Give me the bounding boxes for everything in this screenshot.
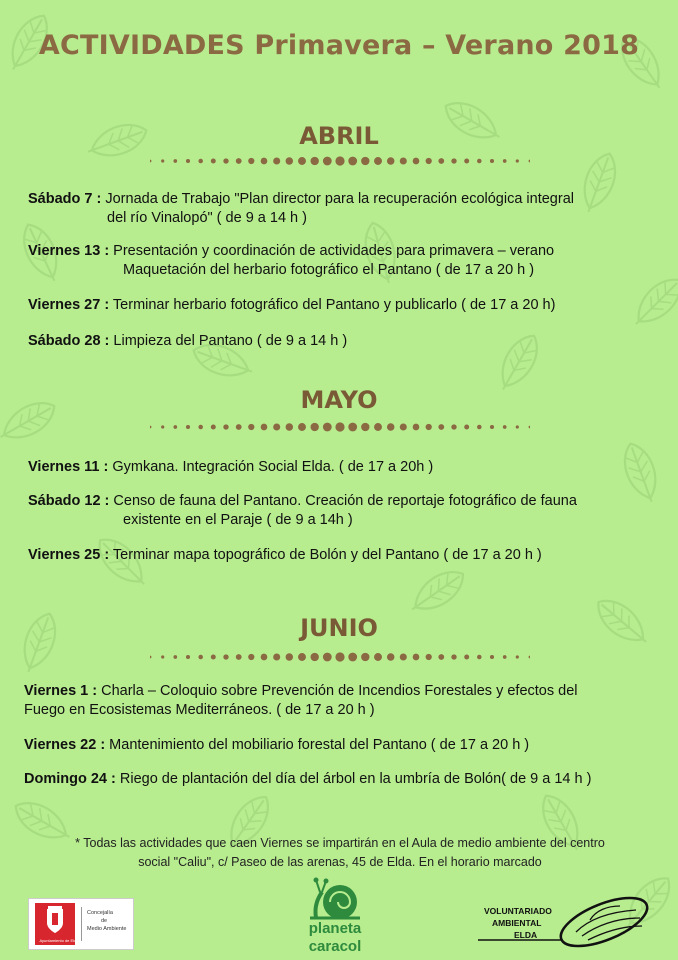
divider-dot bbox=[236, 424, 242, 430]
activity-text: Terminar herbario fotográfico del Pantano y publicarlo ( de 17 a 20 h) bbox=[109, 297, 556, 313]
divider-dot bbox=[261, 158, 268, 165]
divider-dot bbox=[374, 157, 382, 165]
page-title: ACTIVIDADES Primavera – Verano 2018 bbox=[38, 30, 640, 61]
caracol-text: caracol bbox=[308, 938, 362, 955]
divider-dot bbox=[516, 159, 519, 162]
divider-dot bbox=[361, 423, 369, 431]
planeta-caracol-logo bbox=[290, 876, 380, 960]
divider-dot bbox=[413, 158, 420, 165]
coat-of-arms-icon bbox=[35, 903, 79, 945]
voluntariado-logo bbox=[478, 896, 658, 952]
month-title-junio: JUNIO bbox=[300, 614, 378, 642]
divider-dot bbox=[516, 655, 519, 658]
activity-entry bbox=[28, 458, 668, 477]
activity-entry bbox=[28, 546, 668, 565]
activity-text: Gymkana. Integración Social Elda. ( de 17 a 20h ) bbox=[108, 459, 434, 475]
divider-dot bbox=[477, 425, 482, 430]
elda-text: ELDA bbox=[514, 930, 538, 940]
divider-dot bbox=[150, 160, 151, 163]
month-title-mayo: MAYO bbox=[300, 386, 378, 414]
divider-dot bbox=[490, 159, 494, 163]
activity-text: Charla – Coloquio sobre Prevención de Incendios Forestales y efectos del bbox=[97, 683, 578, 699]
divider-dot bbox=[273, 653, 280, 660]
activity-entry bbox=[28, 190, 668, 228]
divider-dot bbox=[298, 423, 306, 431]
activity-date: Viernes 25 : bbox=[28, 547, 110, 563]
divider-dot bbox=[516, 425, 519, 428]
divider-dot bbox=[348, 423, 357, 432]
divider-dot bbox=[286, 653, 294, 661]
divider-dot bbox=[248, 158, 254, 164]
footnote-line: social "Caliu", c/ Paseo de las arenas, 45 de Elda. En el horario marcado bbox=[138, 855, 542, 869]
divider-dot bbox=[198, 425, 203, 430]
divider-dot bbox=[464, 425, 469, 430]
divider-dot bbox=[387, 653, 395, 661]
activity-date: Viernes 27 : bbox=[28, 297, 110, 313]
voluntariado-emblem-icon bbox=[478, 896, 658, 952]
divider-dot bbox=[348, 157, 357, 166]
activity-entry bbox=[24, 770, 674, 789]
divider-dot bbox=[186, 655, 190, 659]
divider-dot bbox=[286, 157, 294, 165]
divider-dot bbox=[211, 425, 216, 430]
activity-text-cont: existente en el Paraje ( de 9 a 14h ) bbox=[123, 512, 353, 528]
divider-dot bbox=[477, 159, 482, 164]
voluntariado-text: VOLUNTARIADO bbox=[484, 906, 552, 916]
divider-dot bbox=[248, 654, 254, 660]
divider-dot bbox=[426, 654, 432, 660]
divider-dot bbox=[173, 655, 177, 659]
divider-dot bbox=[273, 423, 280, 430]
footnote bbox=[40, 834, 640, 872]
activity-date: Viernes 11 : bbox=[28, 459, 109, 475]
divider-dot bbox=[211, 655, 216, 660]
divider-dot bbox=[529, 426, 530, 429]
divider-dot bbox=[150, 656, 151, 659]
divider-dot bbox=[323, 423, 332, 432]
divider-dot bbox=[503, 159, 507, 163]
divider-dot bbox=[438, 158, 444, 164]
divider-dot bbox=[335, 156, 344, 165]
activity-entry bbox=[24, 736, 664, 755]
divider-dot bbox=[150, 426, 151, 429]
divider-dot bbox=[477, 655, 482, 660]
activity-entry bbox=[28, 242, 668, 280]
activity-text: Mantenimiento del mobiliario forestal del Pantano ( de 17 a 20 h ) bbox=[105, 737, 530, 753]
divider-dot bbox=[451, 654, 456, 659]
divider-dot bbox=[451, 158, 456, 163]
dotted-divider bbox=[150, 652, 530, 662]
activity-date: Viernes 13 : bbox=[28, 243, 110, 259]
divider-dot bbox=[173, 159, 177, 163]
ayuntamiento-logo bbox=[28, 898, 134, 950]
concejalia-line: Medio Ambiente bbox=[87, 926, 127, 932]
divider-dot bbox=[161, 655, 164, 658]
divider-dot bbox=[323, 653, 332, 662]
snail-icon bbox=[290, 876, 380, 922]
ayuntamiento-name: Ayuntamiento de Elda bbox=[39, 938, 79, 943]
divider-dot bbox=[413, 654, 420, 661]
divider-dot bbox=[490, 425, 494, 429]
divider-dot bbox=[236, 654, 242, 660]
divider-dot bbox=[348, 653, 357, 662]
divider-dot bbox=[529, 656, 530, 659]
activity-entry bbox=[28, 492, 668, 530]
activity-date: Sábado 28 : bbox=[28, 333, 110, 349]
activity-text: Limpieza del Pantano ( de 9 a 14 h ) bbox=[109, 333, 348, 349]
divider-dot bbox=[236, 158, 242, 164]
divider-dot bbox=[490, 655, 494, 659]
planeta-text: planeta bbox=[308, 920, 362, 937]
divider-dot bbox=[261, 424, 268, 431]
divider-dot bbox=[438, 654, 444, 660]
ambiental-text: AMBIENTAL bbox=[492, 918, 542, 928]
divider-dot bbox=[198, 159, 203, 164]
divider-dot bbox=[464, 159, 469, 164]
divider-dot bbox=[173, 425, 177, 429]
month-title-abril: ABRIL bbox=[299, 122, 379, 150]
divider-dot bbox=[335, 652, 344, 661]
dotted-divider bbox=[150, 156, 530, 166]
footnote-line: * Todas las actividades que caen Viernes se impartirán en el Aula de medio ambiente del centro bbox=[75, 836, 605, 850]
dotted-divider bbox=[150, 422, 530, 432]
divider-dot bbox=[161, 159, 164, 162]
divider-dot bbox=[361, 157, 369, 165]
activity-date: Sábado 12 : bbox=[28, 493, 110, 509]
divider-dot bbox=[223, 424, 228, 429]
concejalia-text bbox=[87, 909, 131, 933]
divider-dot bbox=[223, 654, 228, 659]
divider-dot bbox=[186, 425, 190, 429]
divider-dot bbox=[223, 158, 228, 163]
divider-dot bbox=[400, 653, 407, 660]
divider-dot bbox=[503, 655, 507, 659]
activity-text: Censo de fauna del Pantano. Creación de reportaje fotográfico de fauna bbox=[109, 493, 577, 509]
divider-dot bbox=[311, 653, 319, 661]
activity-entry bbox=[28, 332, 668, 351]
activity-text: Terminar mapa topográfico de Bolón y del Pantano ( de 17 a 20 h ) bbox=[109, 547, 542, 563]
activity-entry bbox=[24, 682, 664, 720]
activity-text: Presentación y coordinación de actividades para primavera – verano bbox=[109, 243, 555, 259]
divider-dot bbox=[464, 655, 469, 660]
activity-date: Domingo 24 : bbox=[24, 771, 116, 787]
activity-text: Riego de plantación del día del árbol en la umbría de Bolón( de 9 a 14 h ) bbox=[115, 771, 592, 787]
divider-dot bbox=[529, 160, 530, 163]
divider-dot bbox=[161, 425, 164, 428]
divider-dot bbox=[361, 653, 369, 661]
activity-entry bbox=[28, 296, 668, 315]
divider-dot bbox=[426, 424, 432, 430]
divider-dot bbox=[503, 425, 507, 429]
divider-dot bbox=[286, 423, 294, 431]
divider-dot bbox=[374, 653, 382, 661]
activity-date: Viernes 22 : bbox=[24, 737, 106, 753]
divider-dot bbox=[323, 157, 332, 166]
divider bbox=[81, 907, 82, 941]
activity-text-cont: Maquetación del herbario fotográfico el Pantano ( de 17 a 20 h ) bbox=[123, 262, 535, 278]
divider-dot bbox=[198, 655, 203, 660]
divider-dot bbox=[451, 424, 456, 429]
activity-date: Sábado 7 : bbox=[28, 191, 102, 207]
divider-dot bbox=[311, 423, 319, 431]
activity-text: Jornada de Trabajo "Plan director para la recuperación ecológica integral bbox=[101, 191, 574, 207]
concejalia-line: Concejalía bbox=[87, 910, 113, 916]
divider-dot bbox=[426, 158, 432, 164]
activity-date: Viernes 1 : bbox=[24, 683, 98, 699]
divider-dot bbox=[311, 157, 319, 165]
divider-dot bbox=[261, 654, 268, 661]
divider-dot bbox=[413, 424, 420, 431]
divider-dot bbox=[273, 157, 280, 164]
concejalia-line: de bbox=[101, 918, 108, 924]
divider-dot bbox=[298, 653, 306, 661]
activity-text-cont: Fuego en Ecosistemas Mediterráneos. ( de 17 a 20 h ) bbox=[24, 702, 375, 718]
divider-dot bbox=[387, 157, 395, 165]
divider-dot bbox=[387, 423, 395, 431]
divider-dot bbox=[248, 424, 254, 430]
divider-dot bbox=[374, 423, 382, 431]
divider-dot bbox=[298, 157, 306, 165]
divider-dot bbox=[335, 422, 344, 431]
divider-dot bbox=[400, 157, 407, 164]
divider-dot bbox=[400, 423, 407, 430]
activity-text-cont: del río Vinalopó" ( de 9 a 14 h ) bbox=[107, 210, 307, 226]
divider-dot bbox=[438, 424, 444, 430]
divider-dot bbox=[186, 159, 190, 163]
divider-dot bbox=[211, 159, 216, 164]
